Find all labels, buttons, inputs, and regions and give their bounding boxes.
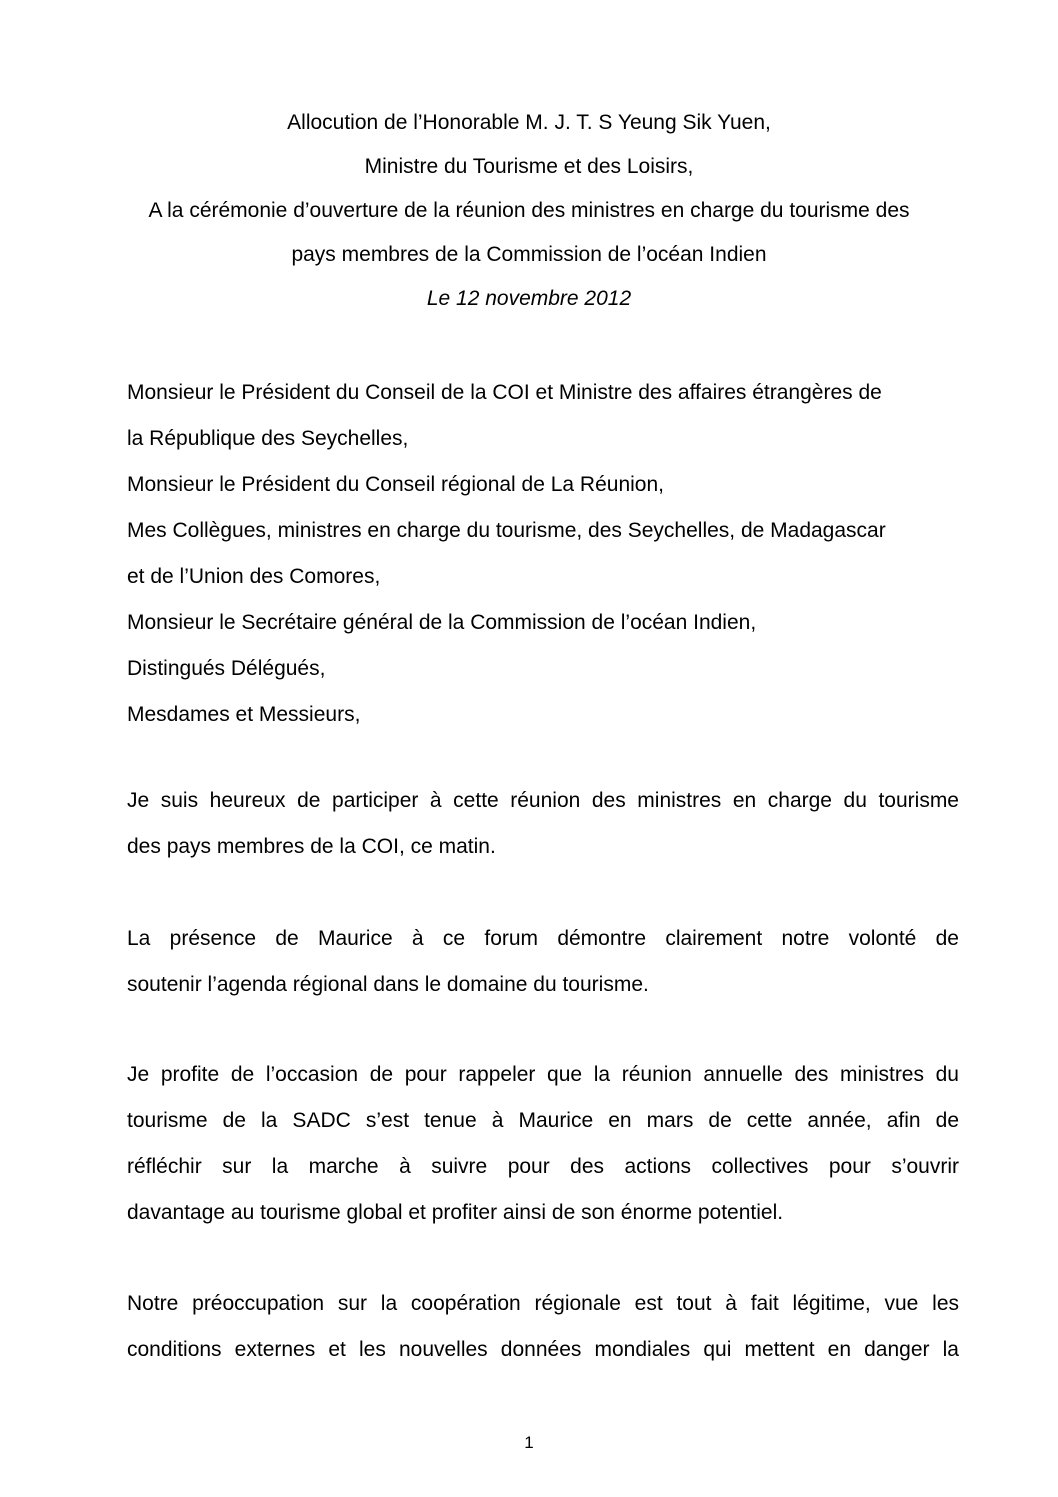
- salutations-block: [127, 370, 959, 738]
- title-date: Le 12 novembre 2012: [426, 287, 632, 310]
- salutation-line: Mes Collègues, ministres en charge du tourisme, des Seychelles, de Madagascar: [127, 519, 886, 542]
- salutation-line: la République des Seychelles,: [127, 427, 409, 450]
- page-number: 1: [524, 1433, 534, 1452]
- paragraph-line: Je suis heureux de participer à cette réunion des ministres en charge du tourisme: [127, 789, 959, 812]
- paragraph-line: des pays membres de la COI, ce matin.: [127, 835, 496, 858]
- paragraph-line: davantage au tourisme global et profiter ainsi de son énorme potentiel.: [127, 1201, 784, 1224]
- paragraph-1: [127, 778, 959, 870]
- paragraph-line: Je profite de l’occasion de pour rappeler que la réunion annuelle des ministres du: [127, 1063, 959, 1086]
- title-line-speaker: Allocution de l’Honorable M. J. T. S Yeung Sik Yuen,: [287, 111, 771, 134]
- title-line-occasion-cont: pays membres de la Commission de l’océan Indien: [291, 243, 767, 266]
- paragraph-line: conditions externes et les nouvelles données mondiales qui mettent en danger la: [127, 1338, 959, 1361]
- paragraph-line: La présence de Maurice à ce forum démontre clairement notre volonté de: [127, 927, 959, 950]
- paragraph-line: soutenir l’agenda régional dans le domaine du tourisme.: [127, 973, 649, 996]
- title-line-office: Ministre du Tourisme et des Loisirs,: [364, 155, 694, 178]
- title-line-occasion: A la cérémonie d’ouverture de la réunion des ministres en charge du tourisme des: [148, 199, 910, 222]
- paragraph-line: réfléchir sur la marche à suivre pour des actions collectives pour s’ouvrir: [127, 1155, 959, 1178]
- speech-title-block: [90, 101, 968, 321]
- salutation-line: Monsieur le Président du Conseil de la COI et Ministre des affaires étrangères de: [127, 381, 882, 404]
- salutation-line: et de l’Union des Comores,: [127, 565, 381, 588]
- paragraph-line: Notre préoccupation sur la coopération régionale est tout à fait légitime, vue les: [127, 1292, 959, 1315]
- salutation-line: Distingués Délégués,: [127, 657, 326, 680]
- salutation-line: Mesdames et Messieurs,: [127, 703, 361, 726]
- paragraph-3: [127, 1052, 959, 1236]
- salutation-line: Monsieur le Président du Conseil régional de La Réunion,: [127, 473, 664, 496]
- salutation-line: Monsieur le Secrétaire général de la Commission de l’océan Indien,: [127, 611, 757, 634]
- paragraph-line: tourisme de la SADC s’est tenue à Maurice en mars de cette année, afin de: [127, 1109, 959, 1132]
- paragraph-4: [127, 1281, 959, 1373]
- paragraph-2: [127, 916, 959, 1008]
